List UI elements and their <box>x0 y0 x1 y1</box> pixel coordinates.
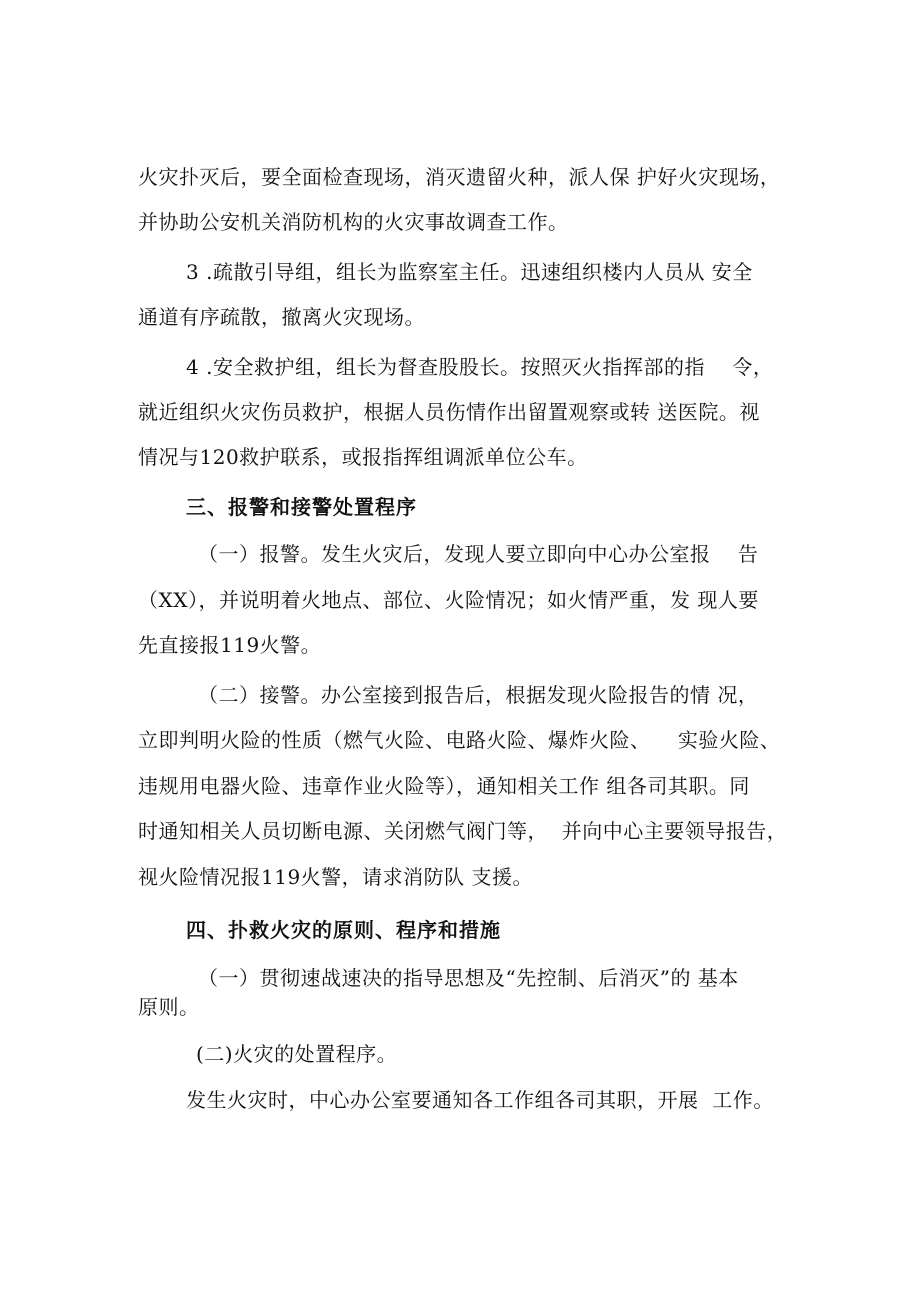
text-line: 违规用电器火险、违章作业火险等），通知相关工作 组各司其职。同 <box>138 774 750 798</box>
text-line: （二）接警。办公室接到报告后，根据发现火险报告的情 况， <box>198 683 759 707</box>
text-line: 3 .疏散引导组，组长为监察室主任。迅速组织楼内人员从 安全 <box>186 260 753 284</box>
text-line: 原则。 <box>138 995 200 1019</box>
text-line: （XX），并说明着火地点、部位、火险情况；如火情严重，发 现人要 <box>138 588 759 612</box>
text-line: 火灾扑灭后，要全面检查现场，消灭遗留火种，派人保 护好火灾现场， <box>138 165 781 189</box>
section-heading: 三、报警和接警处置程序 <box>186 495 417 519</box>
text-line: 就近组织火灾伤员救护，根据人员伤情作出留置观察或转 送医院。视 <box>138 400 760 424</box>
text-line: 4 .安全救护组，组长为督查股股长。按照灭火指挥部的指 令， <box>186 355 774 379</box>
text-line: 通道有序疏散，撤离火灾现场。 <box>138 305 425 329</box>
text-line: 发生火灾时，中心办公室要通知各工作组各司其职，开展 工作。 <box>186 1088 774 1112</box>
text-line: 时通知相关人员切断电源、关闭燃气阀门等， 并向中心主要领导报告， <box>138 819 788 843</box>
text-line: （一）报警。发生火灾后，发现人要立即向中心办公室报 告 <box>198 542 759 566</box>
text-line: 立即判明火险的性质（燃气火险、电路火险、爆炸火险、 实验火险、 <box>138 728 781 752</box>
text-line: 视火险情况报119火警，请求消防队 支援。 <box>138 865 534 889</box>
text-line: 情况与120救护联系，或报指挥组调派单位公车。 <box>138 445 588 469</box>
section-heading: 四、扑救火灾的原则、程序和措施 <box>186 918 501 942</box>
text-line: 并协助公安机关消防机构的火灾事故调查工作。 <box>138 210 569 234</box>
text-line: (二)火灾的处置程序。 <box>196 1042 398 1066</box>
text-line: 先直接报119火警。 <box>138 633 322 657</box>
text-line: （一）贯彻速战速决的指导思想及“先控制、后消灭”的 基本 <box>198 966 739 990</box>
